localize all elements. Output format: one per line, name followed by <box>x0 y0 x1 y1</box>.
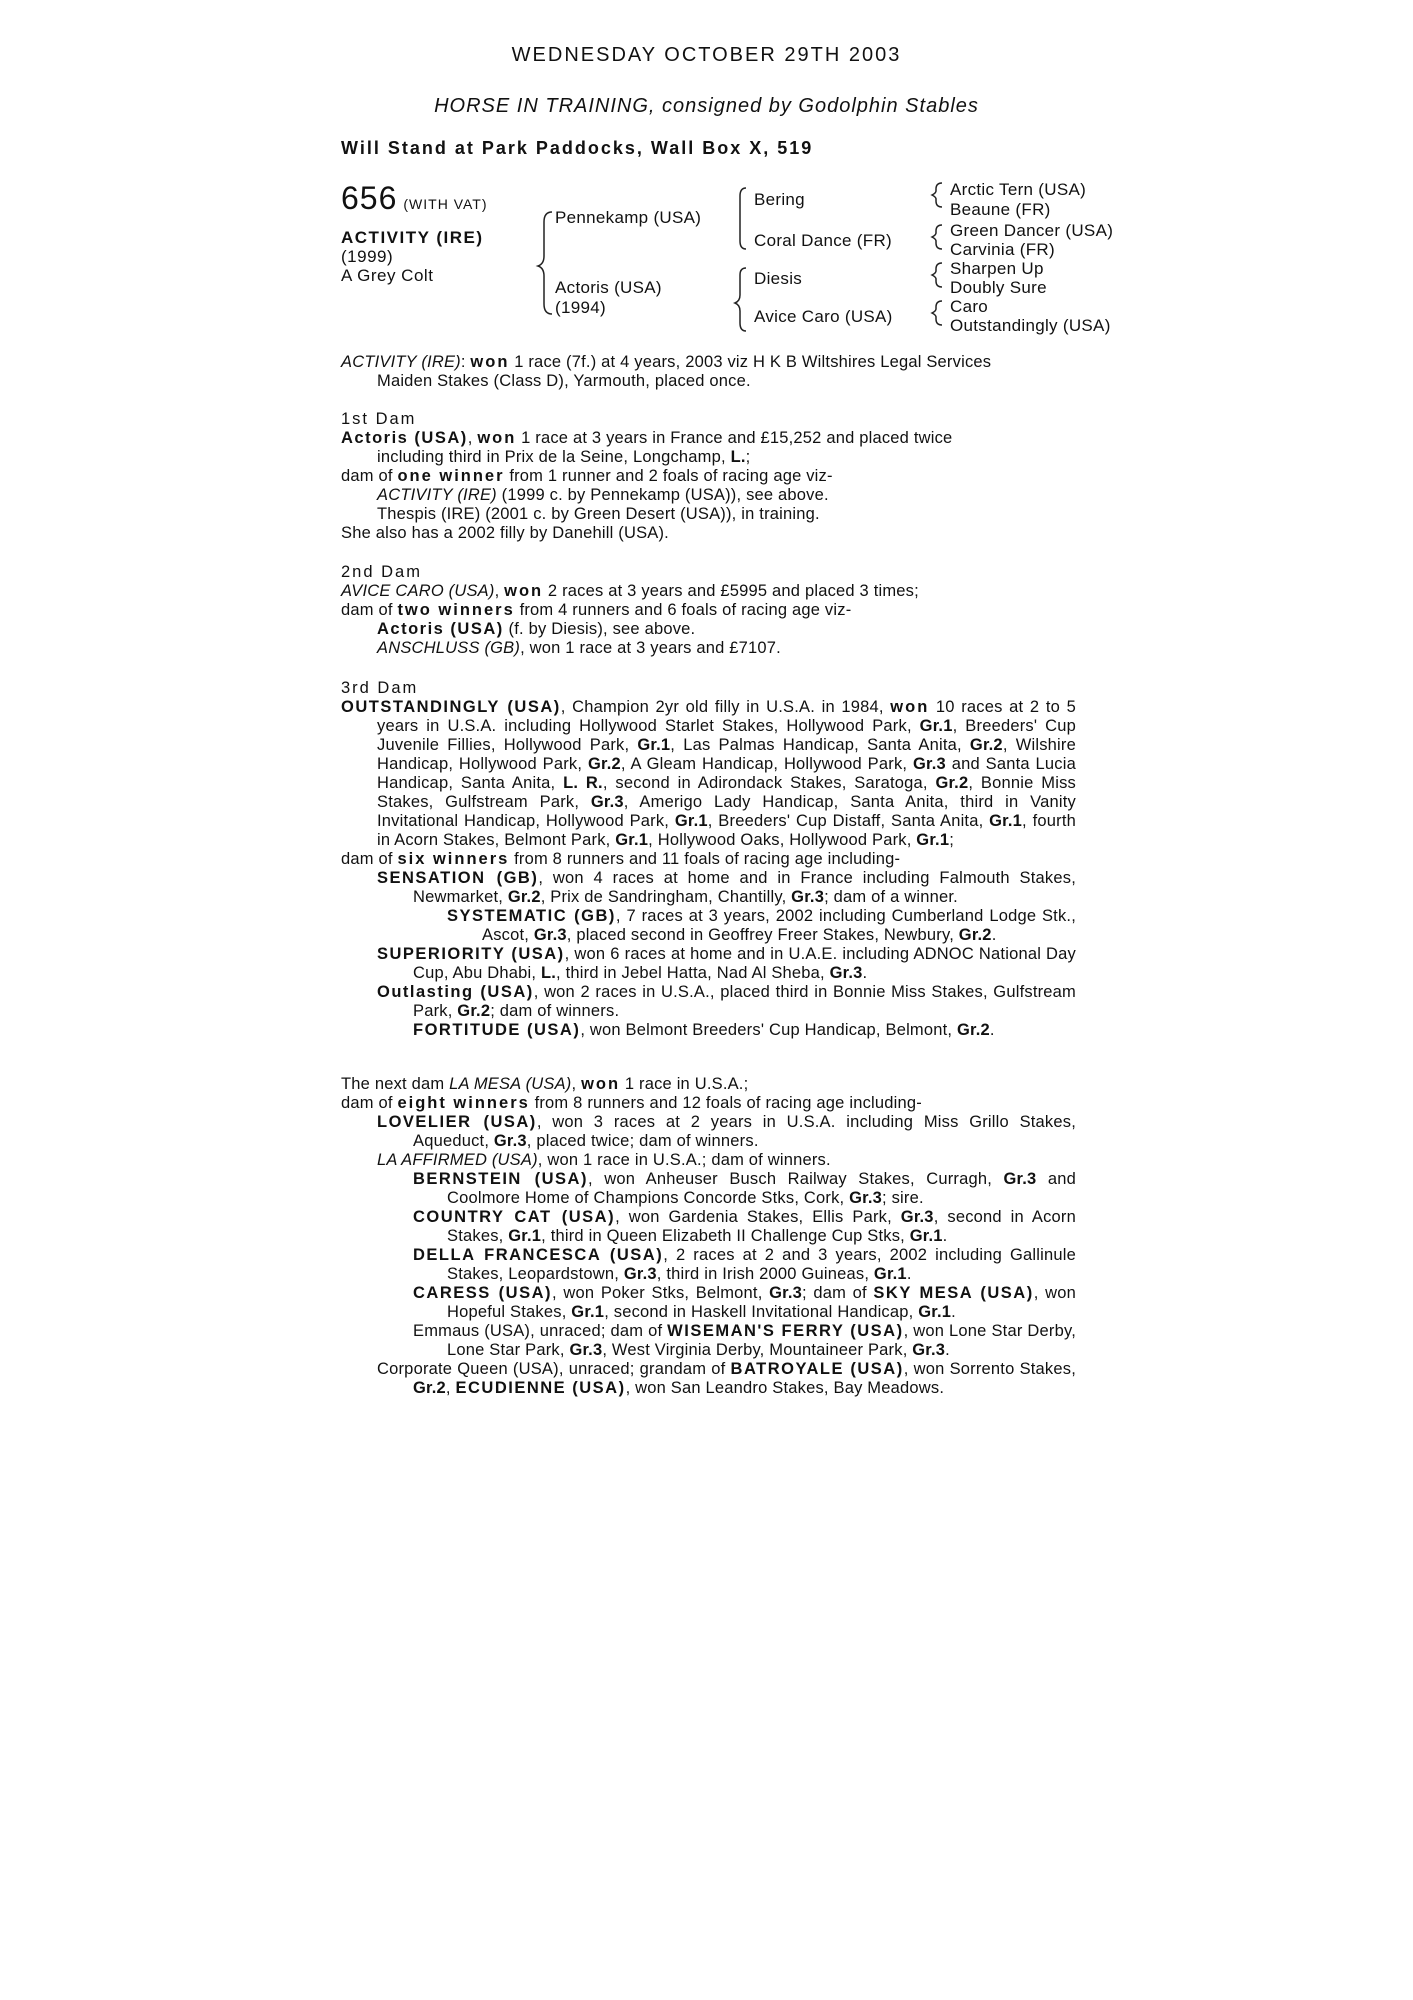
t: , Prix de Sandringham, Chantilly, <box>540 888 792 906</box>
t: . <box>942 1227 948 1245</box>
dam-of-text: from 8 runners and 11 foals of racing age including- <box>509 850 901 868</box>
punct: ; <box>745 448 751 466</box>
t: The next dam <box>341 1075 450 1093</box>
t: ; dam of a winner. <box>824 888 958 906</box>
dam-of-text: from 4 runners and 6 foals of racing age viz- <box>514 601 852 619</box>
t: , third in Queen Elizabeth II Challenge Cup Stks, <box>541 1227 910 1245</box>
dam-of-text: dam of <box>341 467 398 485</box>
grade-label: Gr.1 <box>508 1227 542 1245</box>
t: ; dam of <box>802 1284 874 1302</box>
third-dam-heading: 3rd Dam <box>341 679 419 697</box>
t: , Las Palmas Handicap, Santa Anita, <box>670 736 970 754</box>
progeny-name: SYSTEMATIC (GB) <box>447 907 616 925</box>
pedigree-sds: Green Dancer (USA) <box>950 221 1114 240</box>
pedigree-dam-year: (1994) <box>555 298 606 317</box>
t: , West Virginia Derby, Mountaineer Park, <box>602 1341 913 1359</box>
progeny-name: ECUDIENNE (USA) <box>455 1379 626 1397</box>
t: . <box>862 964 868 982</box>
pedigree-sire-dam: Coral Dance (FR) <box>754 231 892 250</box>
grade-label: Gr.1 <box>615 831 649 849</box>
t: , won 4 races at home and in France including Falmouth Stakes, Newmarket, <box>413 869 1076 906</box>
dam-of-text: dam of <box>341 850 398 868</box>
grade-label: Gr.1 <box>674 812 708 830</box>
t: , won Gardenia Stakes, Ellis Park, <box>615 1208 901 1226</box>
next-dam-section <box>341 1075 1076 1398</box>
pedigree-dam: Actoris (USA) <box>555 278 662 297</box>
t: , 2 races at 2 and 3 years, 2002 including Gallinule Stakes, Leopardstown, <box>447 1246 1076 1283</box>
progeny-text: Thespis (IRE) (2001 c. by Green Desert (USA)), in training. <box>377 505 820 523</box>
dam-of-text: dam of <box>341 1094 398 1112</box>
progeny-name: ANSCHLUSS (GB) <box>377 639 521 657</box>
grade-label: Gr.3 <box>569 1341 603 1359</box>
t: . <box>991 926 997 944</box>
t: , fourth in Acorn Stakes, Belmont Park, <box>377 812 1076 849</box>
grade-label: Gr.2 <box>956 1021 990 1039</box>
pedigree-sire: Pennekamp (USA) <box>555 208 702 227</box>
t: 1 race in U.S.A.; <box>620 1075 749 1093</box>
grade-label: Gr.3 <box>623 1265 657 1283</box>
progeny-name: FORTITUDE (USA) <box>413 1021 581 1039</box>
t: , won 3 races at 2 years in U.S.A. including Miss Grillo Stakes, Aqueduct, <box>413 1113 1076 1150</box>
t: , won Hopeful Stakes, <box>447 1284 1076 1321</box>
progeny-text: , won 1 race at 3 years and £7107. <box>520 639 781 657</box>
t: ; dam of winners. <box>490 1002 620 1020</box>
t: , Hollywood Oaks, Hollywood Park, <box>648 831 917 849</box>
t: , Bonnie Miss Stakes, Gulfstream Park, <box>377 774 1076 811</box>
won-label: won <box>581 1075 621 1093</box>
grade-label: Gr.1 <box>637 736 671 754</box>
progeny-name: SUPERIORITY (USA) <box>377 945 565 963</box>
t: , Amerigo Lady Handicap, Santa Anita, third in Vanity Invitational Handicap, Hollywood Park, <box>377 793 1076 830</box>
t: , won Anheuser Busch Railway Stakes, Curragh, <box>587 1170 1004 1188</box>
t: , <box>445 1379 456 1397</box>
progeny-name: SKY MESA (USA) <box>873 1284 1034 1302</box>
t: ; <box>949 831 954 849</box>
grade-label: Gr.1 <box>916 831 950 849</box>
pedigree-sire-sire: Bering <box>754 190 805 209</box>
progeny-name: Actoris (USA) <box>377 620 504 638</box>
pedigree-dam-sire: Diesis <box>754 269 803 288</box>
grade-label: Gr.3 <box>590 793 624 811</box>
pedigree-sss: Arctic Tern (USA) <box>950 180 1087 199</box>
second-dam-text: 2 races at 3 years and £5995 and placed 3 times; <box>543 582 919 600</box>
grade-label: Gr.3 <box>912 755 946 773</box>
t: , 7 races at 3 years, 2002 including Cumberland Lodge Stk., Ascot, <box>482 907 1076 944</box>
first-dam-line: including third in Prix de la Seine, Longchamp, <box>377 448 731 466</box>
progeny-name: BATROYALE (USA) <box>730 1360 904 1378</box>
progeny-name: CARESS (USA) <box>413 1284 552 1302</box>
grade-label: Gr.3 <box>849 1189 882 1207</box>
second-dam-name: AVICE CARO (USA) <box>341 582 495 600</box>
t: , second in Acorn Stakes, <box>447 1208 1076 1245</box>
t: , Champion 2yr old filly in U.S.A. in 1984, <box>560 698 891 716</box>
stand-location: Will Stand at Park Paddocks, Wall Box X, 519 <box>341 138 814 158</box>
progeny-text: (1999 c. by Pennekamp (USA)), see above. <box>496 486 829 504</box>
third-dam-section <box>341 679 1076 1040</box>
grade-label: Gr.3 <box>769 1284 802 1302</box>
record-text-2: Maiden Stakes (Class D), Yarmouth, placed once. <box>377 372 751 390</box>
won-label: won <box>470 353 510 371</box>
first-dam-line: 1 race at 3 years in France and £15,252 and placed twice <box>516 429 953 447</box>
grade-label: L. <box>730 448 746 466</box>
lot-number: 656 <box>341 180 398 216</box>
t: , second in Haskell Invitational Handicap, <box>604 1303 919 1321</box>
horse-year: (1999) <box>341 247 394 266</box>
t: , won Sorrento Stakes, <box>903 1360 1076 1378</box>
t: Corporate Queen (USA), unraced; grandam of <box>377 1360 731 1378</box>
t: and Coolmore Home of Champions Concorde Stks, Cork, <box>447 1170 1076 1207</box>
grade-label: Gr.3 <box>1003 1170 1037 1188</box>
t: . <box>989 1021 995 1039</box>
won-label: won <box>890 698 930 716</box>
progeny-text: (f. by Diesis), see above. <box>503 620 696 638</box>
pedigree-ssd: Beaune (FR) <box>950 200 1051 219</box>
pedigree-dss: Sharpen Up <box>950 259 1044 278</box>
third-dam-name: OUTSTANDINGLY (USA) <box>341 698 561 716</box>
t: , Breeders' Cup Distaff, Santa Anita, <box>707 812 990 830</box>
winners-count: eight winners <box>397 1094 530 1112</box>
t: 10 races at 2 to 5 years in U.S.A. including Hollywood Starlet Stakes, Hollywood Park, <box>377 698 1077 735</box>
winners-count: one winner <box>397 467 505 485</box>
pedigree-dam-dam: Avice Caro (USA) <box>754 307 893 326</box>
grade-label: Gr.1 <box>873 1265 907 1283</box>
dam-of-text: dam of <box>341 601 398 619</box>
pedigree-dsd: Doubly Sure <box>950 278 1047 297</box>
t: , won 2 races in U.S.A., placed third in Bonnie Miss Stakes, Gulfstream Park, <box>413 983 1076 1020</box>
also-text: She also has a 2002 filly by Danehill (USA). <box>341 524 669 542</box>
t: . <box>906 1265 912 1283</box>
grade-label: Gr.2 <box>969 736 1003 754</box>
grade-label: Gr.1 <box>909 1227 943 1245</box>
t: , won 6 races at home and in U.A.E. including ADNOC National Day Cup, Abu Dhabi, <box>413 945 1076 982</box>
t: , third in Jebel Hatta, Nad Al Sheba, <box>556 964 830 982</box>
grade-label: Gr.3 <box>829 964 863 982</box>
grade-label: Gr.2 <box>413 1379 446 1397</box>
first-dam-section: 1st Dam Actoris (USA), won 1 race at 3 years in France and £15,252 and placed twice including third in Prix de la Seine, Longchamp, L.; dam of one winner from 1 runner and 2 foals of racing age viz- ACTIVITY (IRE) (1999 c. by Pennekamp (USA)), see above. Thespis (IRE) (2001 c. by Green Desert (USA)), in training. She also has a 2002 filly by Danehill (USA). <box>341 410 1076 543</box>
t: , <box>571 1075 582 1093</box>
grade-label: Gr.1 <box>919 717 953 735</box>
second-dam-heading: 2nd Dam <box>341 563 422 581</box>
dam-of-text: from 8 runners and 12 foals of racing age including- <box>529 1094 922 1112</box>
t: , won San Leandro Stakes, Bay Meadows. <box>625 1379 945 1397</box>
t: , won Lone Star Derby, Lone Star Park, <box>447 1322 1076 1359</box>
pedigree-braces <box>0 0 1413 340</box>
t: , won Belmont Breeders' Cup Handicap, Belmont, <box>580 1021 957 1039</box>
second-dam-section: 2nd Dam AVICE CARO (USA), won 2 races at 3 years and £5995 and placed 3 times; dam of two winners from 4 runners and 6 foals of racing age viz- Actoris (USA) (f. by Diesis), see above. ANSCHLUSS (GB), won 1 race at 3 years and £7107. <box>341 563 1076 658</box>
grade-label: Gr.2 <box>587 755 621 773</box>
next-dam-name: LA MESA (USA) <box>449 1075 572 1093</box>
first-dam-heading: 1st Dam <box>341 410 417 428</box>
progeny-name: BERNSTEIN (USA) <box>413 1170 588 1188</box>
grade-label: Gr.3 <box>912 1341 946 1359</box>
t: . <box>951 1303 956 1321</box>
progeny-name: ACTIVITY (IRE) <box>377 486 497 504</box>
grade-label: Gr.1 <box>918 1303 952 1321</box>
pedigree-sdd: Carvinia (FR) <box>950 240 1055 259</box>
grade-label: L. <box>540 964 557 982</box>
progeny-name: WISEMAN'S FERRY (USA) <box>667 1322 904 1340</box>
t: , second in Adirondack Stakes, Saratoga, <box>602 774 936 792</box>
first-dam-name: Actoris (USA) <box>341 429 468 447</box>
grade-label: Gr.1 <box>989 812 1023 830</box>
sale-date: WEDNESDAY OCTOBER 29TH 2003 <box>511 44 902 66</box>
t: and Santa Lucia Handicap, Santa Anita, <box>377 755 1076 792</box>
grade-label: Gr.2 <box>507 888 541 906</box>
pedigree-dds: Caro <box>950 297 989 316</box>
grade-label: Gr.2 <box>958 926 992 944</box>
t: ; sire. <box>882 1189 924 1207</box>
t: , Breeders' Cup Juvenile Fillies, Hollywood Park, <box>377 717 1076 754</box>
t: , won 1 race in U.S.A.; dam of winners. <box>537 1151 831 1169</box>
grade-label: Gr.3 <box>493 1132 527 1150</box>
grade-label: L. R. <box>563 774 603 792</box>
t: , Wilshire Handicap, Hollywood Park, <box>377 736 1076 773</box>
t: , won Poker Stks, Belmont, <box>551 1284 770 1302</box>
progeny-name: COUNTRY CAT (USA) <box>413 1208 616 1226</box>
horse-description: A Grey Colt <box>341 266 434 285</box>
horse-name: ACTIVITY (IRE) <box>341 228 484 247</box>
progeny-name: DELLA FRANCESCA (USA) <box>413 1246 664 1264</box>
t: , third in Irish 2000 Guineas, <box>656 1265 874 1283</box>
t: , placed second in Geoffrey Freer Stakes, Newbury, <box>566 926 959 944</box>
won-label: won <box>477 429 517 447</box>
grade-label: Gr.3 <box>533 926 567 944</box>
won-label: won <box>504 582 544 600</box>
progeny-name: LOVELIER (USA) <box>377 1113 537 1131</box>
consignment-line: HORSE IN TRAINING, consigned by Godolphin Stables <box>434 95 979 117</box>
progeny-name: LA AFFIRMED (USA) <box>377 1151 538 1169</box>
progeny-name: SENSATION (GB) <box>377 869 539 887</box>
progeny-name: Outlasting (USA) <box>377 983 534 1001</box>
grade-label: Gr.3 <box>791 888 825 906</box>
t: , placed twice; dam of winners. <box>526 1132 759 1150</box>
t: . <box>945 1341 950 1359</box>
winners-count: two winners <box>397 601 515 619</box>
grade-label: Gr.2 <box>457 1002 491 1020</box>
race-record: ACTIVITY (IRE): won 1 race (7f.) at 4 years, 2003 viz H K B Wiltshires Legal Services Maiden Stakes (Class D), Yarmouth, placed once. <box>341 353 1076 391</box>
record-text: 1 race (7f.) at 4 years, 2003 viz H K B Wiltshires Legal Services <box>509 353 992 371</box>
record-horse-name: ACTIVITY (IRE) <box>341 353 461 371</box>
grade-label: Gr.3 <box>900 1208 934 1226</box>
grade-label: Gr.2 <box>935 774 969 792</box>
dam-of-text: from 1 runner and 2 foals of racing age viz- <box>504 467 833 485</box>
t: Emmaus (USA), unraced; dam of <box>413 1322 668 1340</box>
pedigree-ddd: Outstandingly (USA) <box>950 316 1111 335</box>
vat-label: (WITH VAT) <box>403 196 488 212</box>
t: , A Gleam Handicap, Hollywood Park, <box>620 755 913 773</box>
grade-label: Gr.1 <box>571 1303 605 1321</box>
winners-count: six winners <box>397 850 510 868</box>
